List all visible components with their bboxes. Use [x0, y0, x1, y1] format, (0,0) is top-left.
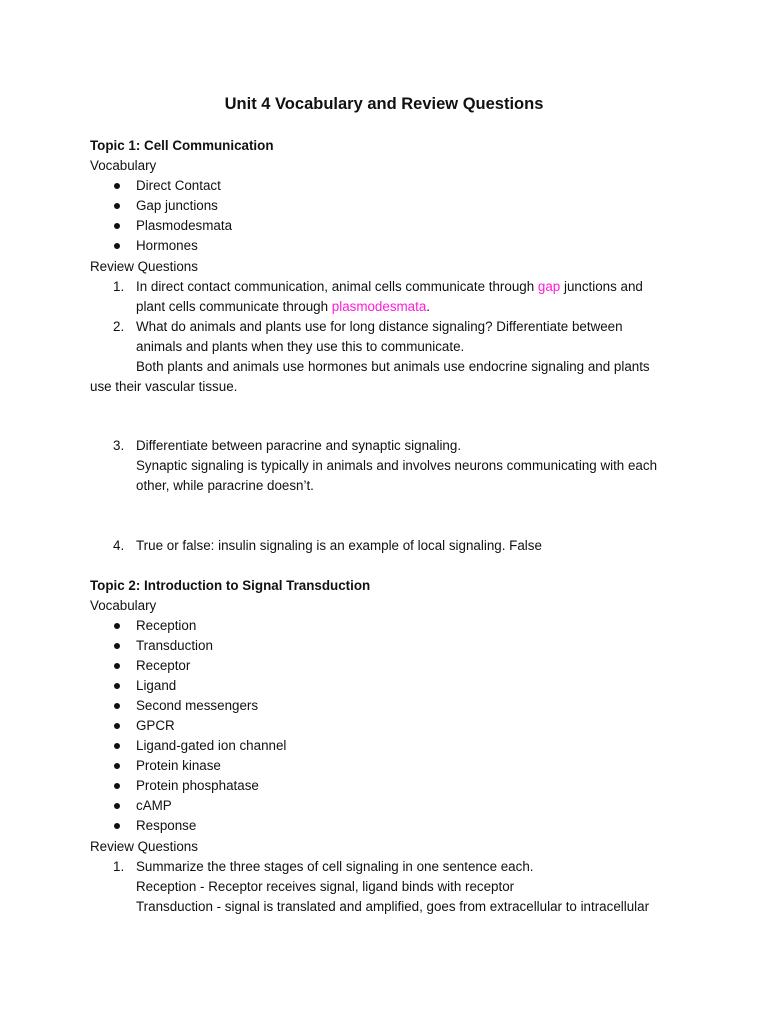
q1-highlight-gap: gap — [537, 279, 561, 294]
question-3-line-1: Differentiate between paracrine and synaptic signaling. — [136, 438, 462, 453]
question-2-line-1: What do animals and plants use for long distance signaling? Differentiate between — [136, 319, 623, 334]
topic2-vocab-item: Protein kinase — [136, 758, 221, 773]
topic2-review-label: Review Questions — [90, 839, 198, 854]
topic2-vocab-item: Ligand-gated ion channel — [136, 738, 287, 753]
topic2-vocab-item: GPCR — [136, 718, 175, 733]
bullet-icon — [114, 823, 120, 829]
question-2-answer-2: use their vascular tissue. — [90, 379, 238, 394]
topic1-review-label: Review Questions — [90, 259, 198, 274]
bullet-icon — [114, 643, 120, 649]
question-3-answer-1: Synaptic signaling is typically in animals and involves neurons communicating with each — [136, 458, 658, 473]
topic2-vocab-item: Transduction — [136, 638, 213, 653]
question-number: 1. — [113, 279, 125, 294]
question-2-line-2: animals and plants when they use this to communicate. — [136, 339, 465, 354]
bullet-icon — [114, 703, 120, 709]
topic1-vocab-item: Hormones — [136, 238, 198, 253]
topic2-vocab-item: Protein phosphatase — [136, 778, 259, 793]
question-number: 3. — [113, 438, 125, 453]
bullet-icon — [114, 763, 120, 769]
bullet-icon — [114, 623, 120, 629]
topic2-vocab-item: Second messengers — [136, 698, 259, 713]
topic2-question-1-line-2: Reception - Receptor receives signal, ligand binds with receptor — [136, 879, 515, 894]
q1-text-d: . — [426, 299, 431, 314]
question-number: 4. — [113, 538, 125, 553]
topic2-vocab-item: Reception — [136, 618, 197, 633]
q1-text-a: In direct contact communication, animal cells communicate through — [136, 279, 538, 294]
q1-highlight-plasmodesmata: plasmodesmata — [331, 299, 427, 314]
bullet-icon — [114, 183, 120, 189]
topic1-vocab-label: Vocabulary — [90, 158, 157, 173]
q1-text-c: plant cells communicate through — [136, 299, 332, 314]
bullet-icon — [114, 223, 120, 229]
question-1-line-1 — [136, 277, 643, 297]
topic2-vocab-label: Vocabulary — [90, 598, 157, 613]
question-number: 1. — [113, 859, 125, 874]
bullet-icon — [114, 803, 120, 809]
q1-text-b: junctions and — [560, 279, 643, 294]
topic1-vocab-item: Direct Contact — [136, 178, 221, 193]
topic2-vocab-item: Response — [136, 818, 197, 833]
question-4-line-1: True or false: insulin signaling is an example of local signaling. False — [136, 538, 542, 553]
question-1-line-2 — [136, 297, 430, 317]
question-3-answer-2: other, while paracrine doesn’t. — [136, 478, 314, 493]
bullet-icon — [114, 203, 120, 209]
topic1-heading: Topic 1: Cell Communication — [90, 138, 274, 153]
bullet-icon — [114, 663, 120, 669]
page-title: Unit 4 Vocabulary and Review Questions — [224, 95, 544, 113]
question-2-answer-1: Both plants and animals use hormones but animals use endocrine signaling and plants — [136, 359, 650, 374]
bullet-icon — [114, 723, 120, 729]
topic2-heading: Topic 2: Introduction to Signal Transduction — [90, 578, 371, 593]
bullet-icon — [114, 783, 120, 789]
topic2-vocab-item: cAMP — [136, 798, 172, 813]
topic1-vocab-item: Plasmodesmata — [136, 218, 233, 233]
topic2-question-1-line-3: Transduction - signal is translated and amplified, goes from extracellular to intracellular — [136, 899, 650, 914]
topic2-vocab-item: Ligand — [136, 678, 177, 693]
topic1-vocab-item: Gap junctions — [136, 198, 218, 213]
bullet-icon — [114, 243, 120, 249]
topic2-vocab-item: Receptor — [136, 658, 191, 673]
question-number: 2. — [113, 319, 125, 334]
bullet-icon — [114, 743, 120, 749]
bullet-icon — [114, 683, 120, 689]
topic2-question-1-line-1: Summarize the three stages of cell signaling in one sentence each. — [136, 859, 534, 874]
